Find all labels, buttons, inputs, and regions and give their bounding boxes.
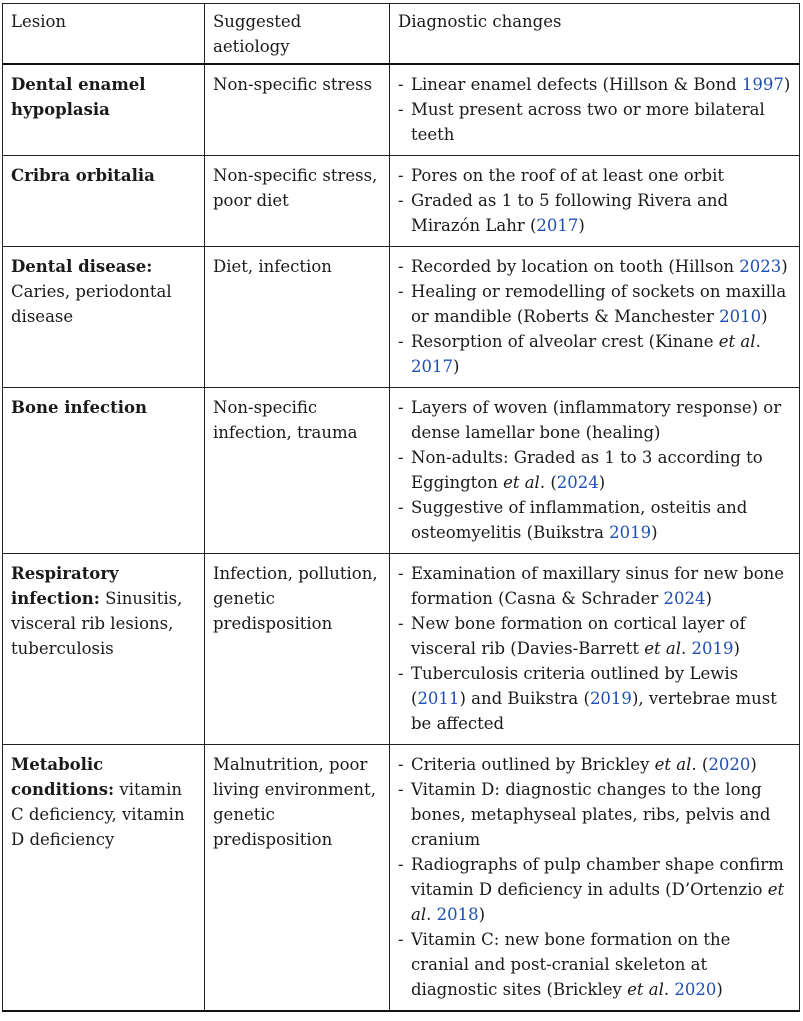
citation-year: 2017 [411, 357, 453, 376]
lesion-cell [3, 156, 205, 247]
lesion-cell [3, 745, 205, 1012]
citation-year: 2018 [436, 905, 479, 924]
lesion-cell [3, 64, 205, 156]
list-item [398, 188, 791, 238]
citation-year: 2010 [719, 307, 762, 326]
change-text: Linear enamel defects (Hillson & Bond [411, 75, 742, 94]
change-text: ) [578, 216, 585, 235]
lesion-detail: Sinusitis, visceral rib lesions, tuberculosis [11, 589, 183, 658]
change-text: ), vertebrae must be affected [411, 689, 777, 733]
header-aetiology: Suggested aetiology [205, 4, 390, 65]
changes-list [398, 561, 791, 736]
aetiology-cell: Malnutrition, poor living environment, genetic predisposition [205, 745, 390, 1012]
change-text: Resorption of alveolar crest (Kinane [411, 332, 719, 351]
table-row [3, 156, 800, 247]
citation-year: 2024 [556, 473, 599, 492]
changes-cell [390, 554, 800, 745]
header-changes: Diagnostic changes [390, 4, 800, 65]
change-text: . ( [691, 755, 709, 774]
lesion-cell [3, 247, 205, 388]
change-text: . [426, 905, 437, 924]
table-row [3, 388, 800, 554]
lesion-detail: vitamin C deficiency, vitamin D deficiency [11, 780, 185, 849]
change-text: Tuberculosis criteria outlined by Lewis ( [411, 664, 739, 708]
list-item [398, 661, 791, 736]
lesion-name: Dental disease: [11, 257, 153, 276]
change-text: ) [478, 905, 486, 924]
table-row [3, 247, 800, 388]
citation-year: 2024 [663, 589, 706, 608]
et-al-text: et al [654, 755, 692, 774]
change-text: Criteria outlined by Brickley [411, 755, 655, 774]
list-item [398, 777, 791, 852]
change-text: ) [598, 473, 606, 492]
lesion-cell [3, 388, 205, 554]
table-header [3, 4, 800, 65]
changes-list [398, 395, 791, 545]
changes-cell [390, 745, 800, 1012]
lesion-name: Cribra orbitalia [11, 166, 155, 185]
change-text: . [680, 639, 692, 658]
et-al-text: et al [503, 473, 540, 492]
citation-year: 2019 [609, 523, 652, 542]
lesion-detail: Caries, periodontal disease [11, 282, 172, 326]
change-text: Graded as 1 to 5 following Rivera and Mirazón Lahr ( [411, 191, 729, 235]
aetiology-cell: Infection, pollution, genetic predisposition [205, 554, 390, 745]
et-al-text: et al [411, 880, 785, 924]
changes-list [398, 163, 791, 238]
citation-year: 2011 [417, 689, 460, 708]
change-text: ) [716, 980, 723, 999]
list-item [398, 97, 791, 147]
aetiology-cell: Non-specific stress [205, 64, 390, 156]
header-row [3, 4, 800, 65]
lesion-cell [3, 554, 205, 745]
citation-year: 2020 [708, 755, 751, 774]
table-row [3, 554, 800, 745]
list-item [398, 445, 791, 495]
change-text: . [663, 980, 675, 999]
table-row [3, 64, 800, 156]
changes-cell [390, 247, 800, 388]
citation-year: 2019 [589, 689, 632, 708]
changes-cell [390, 388, 800, 554]
list-item [398, 495, 791, 545]
change-text: ) [705, 589, 712, 608]
change-text: . [755, 332, 761, 351]
changes-list [398, 72, 791, 147]
list-item [398, 852, 791, 927]
change-text: Radiographs of pulp chamber shape confirm vitamin D deficiency in adults (D’Ortenzio [411, 855, 784, 899]
lesion-name: Dental enamel hypoplasia [11, 75, 146, 119]
change-text: ) [651, 523, 658, 542]
lesion-name: Respiratory infection: [11, 564, 119, 608]
change-text: ) and Buikstra ( [459, 689, 590, 708]
list-item [398, 927, 791, 1002]
list-item [398, 395, 791, 445]
citation-year: 2023 [739, 257, 782, 276]
et-al-text: et al [644, 639, 681, 658]
citation-year: 2020 [674, 980, 717, 999]
list-item [398, 279, 791, 329]
changes-cell [390, 64, 800, 156]
list-item [398, 329, 791, 379]
lesion-name: Metabolic conditions: [11, 755, 115, 799]
list-item [398, 561, 791, 611]
aetiology-cell: Diet, infection [205, 247, 390, 388]
list-item [398, 254, 791, 279]
table-row [3, 745, 800, 1012]
change-text: Pores on the roof of at least one orbit [411, 166, 724, 185]
change-text: New bone formation on cortical layer of visceral rib (Davies-Barrett [411, 614, 746, 658]
lesion-name: Bone infection [11, 398, 147, 417]
change-text: ) [750, 755, 757, 774]
change-text: ) [733, 639, 740, 658]
change-text: Vitamin C: new bone formation on the cranial and post-cranial skeleton at diagnostic sites (Brickley [411, 930, 731, 999]
change-text: ) [781, 257, 788, 276]
list-item [398, 611, 791, 661]
list-item [398, 72, 791, 97]
lesion-table [2, 3, 800, 1012]
change-text: . ( [539, 473, 557, 492]
changes-cell [390, 156, 800, 247]
change-text: ) [783, 75, 791, 94]
change-text: ) [761, 307, 768, 326]
et-al-text: et al [718, 332, 756, 351]
list-item [398, 163, 791, 188]
change-text: ) [453, 357, 460, 376]
changes-list [398, 752, 791, 1002]
change-text: Examination of maxillary sinus for new bone formation (Casna & Schrader [411, 564, 785, 608]
citation-year: 2017 [536, 216, 579, 235]
change-text: Must present across two or more bilateral teeth [411, 100, 765, 144]
change-text: Recorded by location on tooth (Hillson [411, 257, 740, 276]
change-text: Layers of woven (inflammatory response) or dense lamellar bone (healing) [411, 398, 782, 442]
list-item [398, 752, 791, 777]
et-al-text: et al [627, 980, 664, 999]
change-text: Suggestive of inflammation, osteitis and osteomyelitis (Buikstra [411, 498, 748, 542]
aetiology-cell: Non-specific infection, trauma [205, 388, 390, 554]
aetiology-cell: Non-specific stress, poor diet [205, 156, 390, 247]
table-body [3, 64, 800, 1011]
citation-year: 2019 [691, 639, 734, 658]
change-text: Vitamin D: diagnostic changes to the long bones, metaphyseal plates, ribs, pelvis and cranium [411, 780, 771, 849]
change-text: Healing or remodelling of sockets on maxilla or mandible (Roberts & Manchester [411, 282, 787, 326]
header-lesion: Lesion [3, 4, 205, 65]
changes-list [398, 254, 791, 379]
citation-year: 1997 [741, 75, 784, 94]
change-text: Non-adults: Graded as 1 to 3 according to Eggington [411, 448, 763, 492]
